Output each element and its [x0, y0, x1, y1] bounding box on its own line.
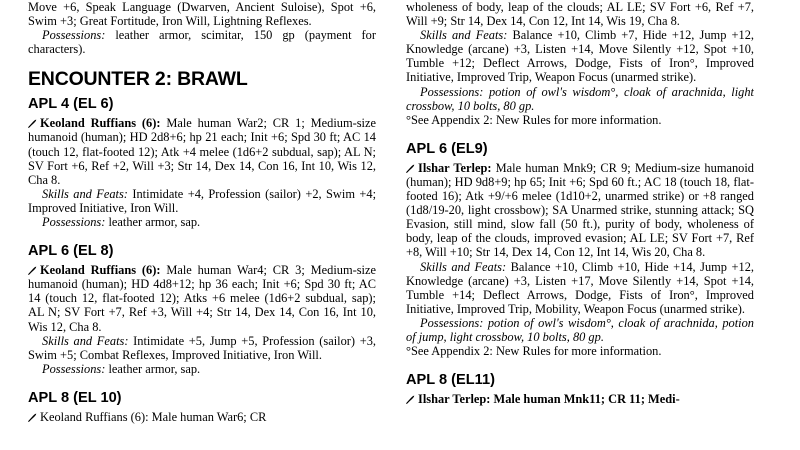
- skills-label: Skills and Feats:: [42, 186, 128, 201]
- possessions-label: Possessions:: [42, 361, 106, 376]
- creature-stats: Male human War4; CR 3; Medium-size humanoid (human); HD 4d8+12; hp 36 each; Init +6; Spd 30 ft; AC 14 (touch 12, flat-footed 12); Atks +6 melee (1d6+2 subdual, sap); AL N; SV Fort +7, Ref +3, Will +4; Str 14, Dex 14, Con 16, Int 10, Wis 12, Cha 8.: [28, 263, 376, 334]
- possessions-label: Possessions:: [420, 315, 484, 330]
- apl-heading-8-right: APL 8 (EL11): [406, 372, 495, 389]
- possessions-apl4: [28, 215, 376, 229]
- skills-text: Intimidate +5, Jump +5, Profession (sailor) +3, Swim +5; Combat Reflexes, Improved Initiative, Iron Will.: [28, 333, 376, 362]
- skills-text: Balance +10, Climb +7, Hide +12, Jump +12, Knowledge (arcane) +3, Listen +14, Move Silently +12, Spot +10, Tumble +12; Deflect Arrows, Dodge, Fists of Iron°, Improved Initiative, Improved Trip, Weapon Focus (unarmed strike).: [406, 28, 754, 85]
- right-column: [406, 0, 754, 450]
- spear-bullet-icon: [406, 164, 415, 173]
- spear-bullet-icon: [28, 266, 37, 275]
- cut-off-text: Ilshar Terlep: Male human Mnk11; CR 11; Medi-: [418, 392, 680, 407]
- spear-bullet-icon: [28, 413, 37, 422]
- skills-feats-ilshar-apl6: [406, 260, 754, 316]
- apl-heading-8: APL 8 (EL 10): [28, 389, 122, 406]
- possessions-text: potion of owl's wisdom°, cloak of arachnida, light crossbow, 10 bolts, 80 gp.: [406, 84, 754, 113]
- left-column: [28, 0, 376, 450]
- statblock-cut-off-left: [28, 410, 376, 424]
- possessions-label: Possessions:: [420, 84, 484, 99]
- possessions-apl6: [28, 362, 376, 376]
- creature-name: Keoland Ruffians (6):: [40, 263, 161, 278]
- possessions-ilshar-apl6: [406, 316, 754, 344]
- skills-feats-apl4: [28, 187, 376, 215]
- possessions-text: leather armor, sap.: [105, 361, 201, 376]
- cut-off-text: Keoland Ruffians (6): Male human War6; CR: [40, 409, 267, 424]
- possessions-text: potion of owl's wisdom°, cloak of arachnida, potion of jump, light crossbow, 10 bolts, 80 gp.: [406, 315, 754, 344]
- right-top-appendix-note: °See Appendix 2: New Rules for more information.: [406, 112, 662, 127]
- creature-name: Keoland Ruffians (6):: [40, 116, 161, 131]
- spear-bullet-icon: [406, 395, 415, 404]
- left-possessions-paragraph: [28, 28, 376, 56]
- possessions-label: Possessions:: [42, 28, 106, 43]
- apl-heading-6: APL 6 (EL 8): [28, 243, 114, 260]
- skills-text: Intimidate +4, Profession (sailor) +2, Swim +4; Improved Initiative, Iron Will.: [28, 186, 376, 215]
- skills-feats-apl6: [28, 334, 376, 362]
- skills-label: Skills and Feats:: [42, 333, 129, 348]
- possessions-text: leather armor, scimitar, 150 gp (payment for characters).: [28, 28, 376, 57]
- creature-stats: Male human War2; CR 1; Medium-size humanoid (human); HD 2d8+6; hp 21 each; Init +6; Spd 30 ft; AC 14 (touch 12, flat-footed 12); Atk +4 melee (1d6+2 subdual, sap); AL N; SV Fort +6, Ref +2, Will +3; Str 14, Dex 14, Con 16, Int 10, Wis 12, Cha 8.: [28, 116, 376, 187]
- apl-heading-6-right: APL 6 (EL9): [406, 140, 488, 157]
- possessions-text: leather armor, sap.: [105, 215, 201, 230]
- creature-name: Ilshar Terlep:: [418, 160, 492, 175]
- spear-bullet-icon: [28, 119, 37, 128]
- appendix-note-apl6: °See Appendix 2: New Rules for more information.: [406, 344, 662, 359]
- statblock-keoland-ruffians-apl6: [28, 263, 376, 333]
- skills-text: Balance +10, Climb +10, Hide +14, Jump +12, Knowledge (arcane) +3, Listen +17, Move Silently +14, Spot +14, Tumble +14; Deflect Arrows, Dodge, Fists of Iron°, Improved Initiative, Improved Trip, Mobility, Weapon Focus (unarmed strike).: [406, 259, 754, 316]
- creature-stats: Male human Mnk9; CR 9; Medium-size humanoid (human); HD 9d8+9; hp 65; Init +6; Spd 60 ft.; AC 18 (touch 18, flat-footed 16); Atk +9/+6 melee (1d10+2, unarmed strike) or +8 ranged (1d8/19-20, light crossbow); SA Unarmed strike, stunning attack; SQ Evasion, still mind, slow fall (50 ft.), purity of body, wholeness of body, leap of the clouds, improved evasion; AL LE; SV Fort +7, Ref +8, Will +10; Str 14, Dex 14, Con 12, Int 14, Wis 20, Cha 8.: [406, 160, 754, 260]
- encounter-heading: ENCOUNTER 2: BRAWL: [28, 68, 248, 91]
- skills-label: Skills and Feats:: [420, 259, 507, 274]
- two-column-layout: [28, 0, 772, 450]
- statblock-keoland-ruffians-apl4: [28, 116, 376, 186]
- right-top-skills: [406, 28, 754, 84]
- statblock-cut-off-right: [406, 392, 754, 406]
- right-top-paragraph: wholeness of body, leap of the clouds; AL LE; SV Fort +6, Ref +7, Will +9; Str 14, Dex 14, Con 12, Int 14, Wis 19, Cha 8.: [406, 0, 754, 29]
- possessions-label: Possessions:: [42, 215, 106, 230]
- right-top-possessions: [406, 85, 754, 113]
- statblock-ilshar-terlep-apl6: [406, 161, 754, 260]
- left-intro-paragraph: Move +6, Speak Language (Dwarven, Ancient Suloise), Spot +6, Swim +3; Great Fortitude, Iron Will, Lightning Reflexes.: [28, 0, 376, 29]
- skills-label: Skills and Feats:: [420, 28, 508, 43]
- apl-heading-4: APL 4 (EL 6): [28, 96, 114, 113]
